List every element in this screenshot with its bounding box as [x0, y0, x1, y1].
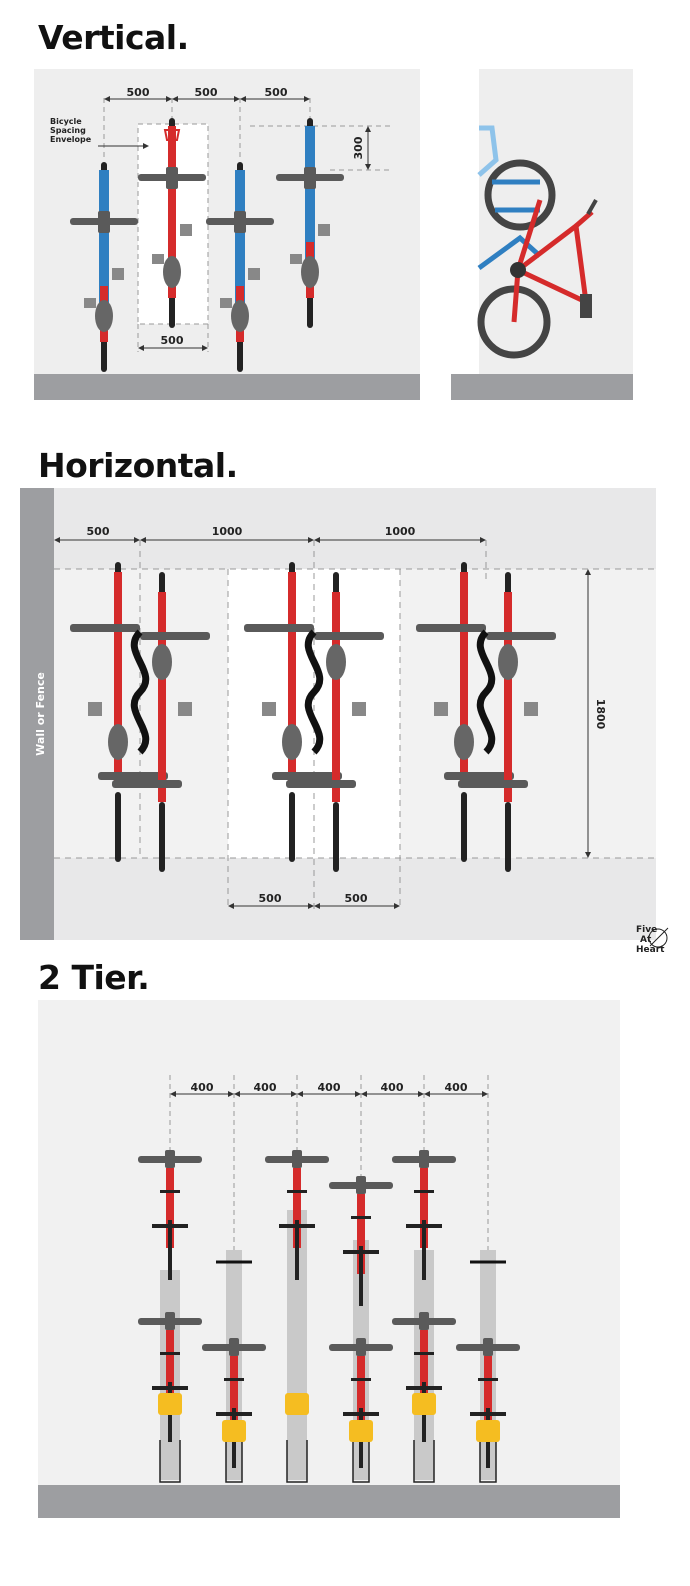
vertical-dim-2: 500 [194, 86, 218, 99]
horizontal-dim-3: 1000 [384, 525, 416, 538]
two-tier-dim-4: 400 [380, 1081, 404, 1094]
logo-line-2: At [640, 935, 652, 945]
horizontal-dim-1: 500 [86, 525, 110, 538]
two-tier-floor [38, 1485, 620, 1518]
horizontal-dim-bottom-1: 500 [258, 892, 282, 905]
two-tier-dim-1: 400 [190, 1081, 214, 1094]
vertical-title: Vertical. [38, 18, 189, 57]
vertical-side-wall [451, 69, 479, 374]
horizontal-title: Horizontal. [38, 446, 238, 485]
vertical-gap-label: 300 [352, 136, 365, 160]
vertical-dim-3: 500 [264, 86, 288, 99]
two-tier-dim-3: 400 [317, 1081, 341, 1094]
two-tier-dim-5: 400 [444, 1081, 468, 1094]
horizontal-depth-label: 1800 [594, 698, 607, 730]
wall-label: Wall or Fence [34, 672, 47, 756]
two-tier-panel [38, 1000, 620, 1485]
envelope-label-1: Bicycle [50, 117, 82, 126]
vertical-side-floor [451, 374, 633, 400]
horizontal-dim-bottom-2: 500 [344, 892, 368, 905]
vertical-dim-bottom: 500 [160, 334, 184, 347]
logo-line-1: Five [636, 925, 658, 935]
vertical-dim-1: 500 [126, 86, 150, 99]
two-tier-dim-2: 400 [253, 1081, 277, 1094]
vertical-floor [34, 374, 420, 400]
horizontal-envelope [228, 569, 400, 858]
horizontal-dim-2: 1000 [211, 525, 243, 538]
envelope-label-3: Envelope [50, 135, 92, 144]
two-tier-title: 2 Tier. [38, 958, 150, 997]
logo-line-3: Heart [636, 945, 665, 955]
envelope-label-2: Spacing [50, 126, 86, 135]
